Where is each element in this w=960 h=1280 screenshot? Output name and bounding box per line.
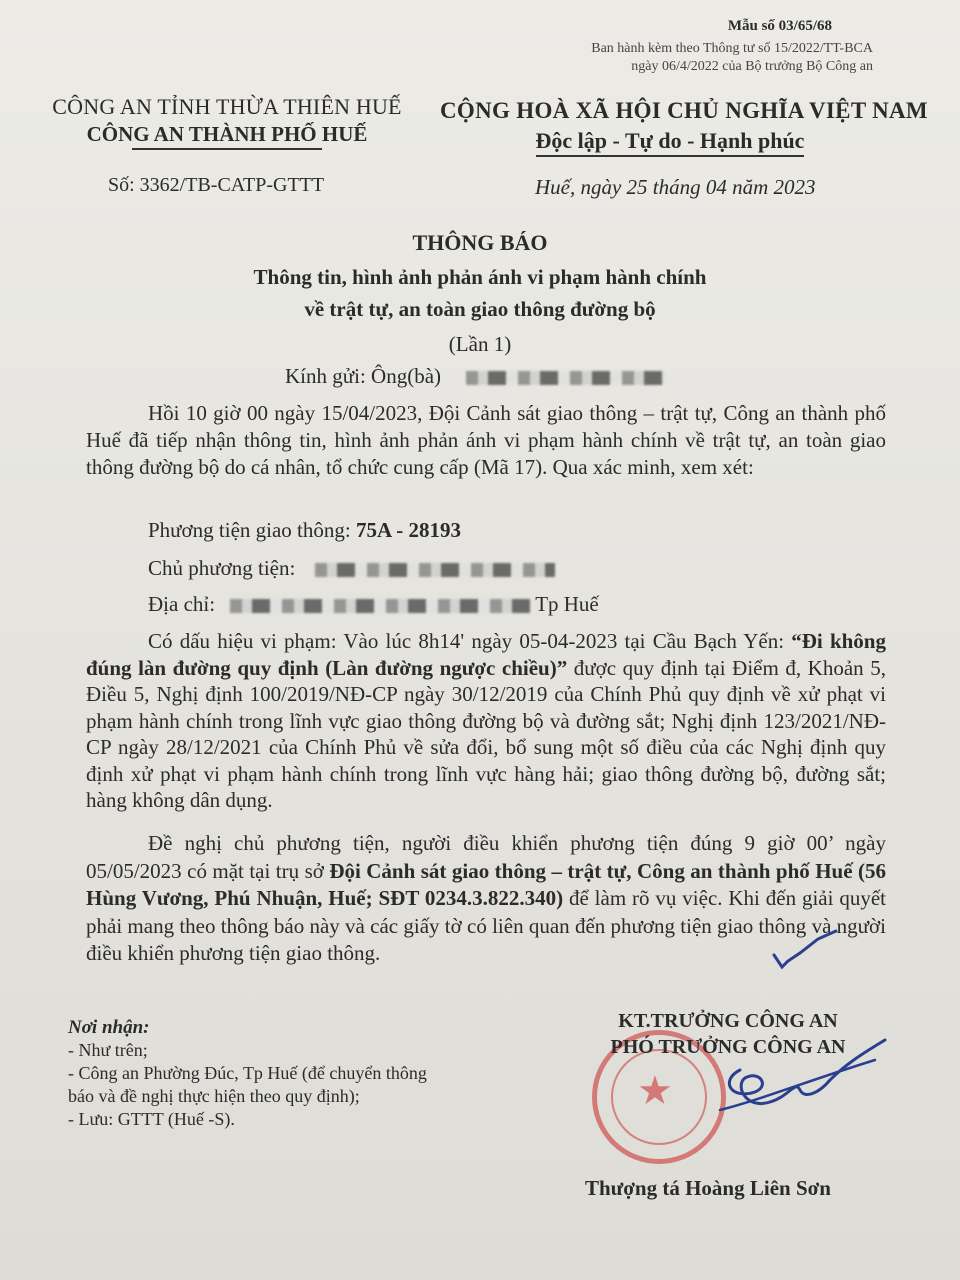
document-subtitle — [0, 261, 960, 325]
form-note-line2: ngày 06/4/2022 của Bộ trưởng Bộ Công an — [631, 59, 873, 74]
document-date: Huế, ngày 25 tháng 04 năm 2023 — [535, 175, 816, 199]
issuing-agency — [52, 94, 402, 150]
violation-lead: Có dấu hiệu vi phạm: Vào lúc 8h14' ngày 05-04-2023 tại Cầu Bạch Yến: — [148, 629, 792, 653]
request-location: Đội Cảnh sát giao thông – trật tự, Công an thành phố Huế (56 Hùng Vương, Phú Nhuận, Huế; SĐT 0234.3.822.340) — [86, 858, 886, 910]
document-number: Số: 3362/TB-CATP-GTTT — [108, 174, 325, 196]
violation-offense: “Đi không đúng làn đường quy định (Làn đường ngược chiều)” — [86, 629, 886, 680]
pen-check-mark — [770, 925, 840, 975]
agency-underline — [132, 148, 322, 150]
agency-parent: CÔNG AN TỈNH THỪA THIÊN HUẾ — [52, 94, 402, 119]
recipient-item: - Công an Phường Đúc, Tp Huế (để chuyển thông — [68, 1063, 427, 1083]
form-code: Mẫu số 03/65/68 — [727, 18, 832, 34]
subtitle-line2: về trật tự, an toàn giao thông đường bộ — [304, 297, 656, 321]
address-city: Tp Huế — [535, 592, 599, 616]
redacted-name — [466, 371, 666, 385]
violation-legal-basis: được quy định tại Điểm đ, Khoản 5, Điều 5, Nghị định 100/2019/NĐ-CP ngày 30/12/2019 của Chính Phủ quy định về xử phạt vi phạm hành chính trong lĩnh vực giao thông đường bộ và đường sắt; Nghị định 123/2021/NĐ-CP ngày 28/12/2021 của Chính Phủ về sửa đổi, bổ sung một số điều của các Nghị định quy định xử phạt vi phạm hành chính trong lĩnh vực hàng hải; giao thông đường bộ, đường sắt; hàng không dân dụng. — [86, 655, 886, 812]
recipient-item: - Như trên; — [68, 1040, 148, 1060]
vehicle-line — [148, 518, 461, 543]
greeting-label: Kính gửi: Ông(bà) — [285, 364, 442, 388]
signature-position: PHÓ TRƯỞNG CÔNG AN — [610, 1036, 846, 1058]
agency-name: CÔNG AN THÀNH PHỐ HUẾ — [86, 122, 368, 146]
national-motto-text: Độc lập - Tự do - Hạnh phúc — [536, 128, 805, 157]
national-motto — [440, 128, 900, 154]
vehicle-plate: 75A - 28193 — [355, 518, 461, 542]
owner-line — [148, 556, 555, 581]
attempt-number: (Lần 1) — [448, 332, 512, 356]
greeting-line — [285, 364, 666, 389]
recipient-item: báo và đề nghị thực hiện theo quy định); — [68, 1086, 360, 1106]
signature-title: KT.TRƯỞNG CÔNG AN — [618, 1010, 838, 1032]
signer-name: Thượng tá Hoàng Liên Sơn — [585, 1176, 831, 1200]
redacted-address — [230, 599, 530, 613]
national-title: CỘNG HOÀ XÃ HỘI CHỦ NGHĨA VIỆT NAM — [440, 98, 928, 123]
document-title: THÔNG BÁO — [412, 230, 548, 255]
violation-paragraph — [86, 628, 886, 814]
recipients-block — [68, 1016, 427, 1131]
request-paragraph — [86, 830, 886, 968]
address-line — [148, 592, 599, 617]
recipients-heading: Nơi nhận: — [68, 1017, 150, 1038]
recipient-item: - Lưu: GTTT (Huế -S). — [68, 1109, 235, 1129]
subtitle-line1: Thông tin, hình ảnh phản ánh vi phạm hành chính — [253, 265, 707, 289]
handwritten-signature — [700, 1030, 890, 1140]
seal-star-icon: ★ — [637, 1068, 673, 1113]
request-rest: để làm rõ vụ việc. Khi đến giải quyết phải mang theo thông báo này và các giấy tờ có liên quan đến phương tiện giao thông và người điều khiển phương tiện giao thông. — [86, 886, 886, 965]
address-label: Địa chỉ: — [148, 592, 216, 616]
form-note — [591, 40, 873, 76]
owner-label: Chủ phương tiện: — [148, 556, 296, 580]
form-note-line1: Ban hành kèm theo Thông tư số 15/2022/TT-BCA — [591, 41, 873, 56]
request-lead: Đề nghị chủ phương tiện, người điều khiển phương tiện đúng 9 giờ 00’ ngày 05/05/2023 có mặt tại trụ sở — [86, 831, 886, 883]
intro-paragraph: Hồi 10 giờ 00 ngày 15/04/2023, Đội Cảnh sát giao thông – trật tự, Công an thành phố Huế đã tiếp nhận thông tin, hình ảnh phản ánh vi phạm hành chính về trật tự, an toàn giao thông đường bộ do cá nhân, tổ chức cung cấp (Mã 17). Qua xác minh, xem xét: — [86, 401, 886, 479]
vehicle-label: Phương tiện giao thông: — [148, 518, 356, 542]
redacted-owner — [315, 563, 555, 577]
national-header — [440, 98, 928, 154]
